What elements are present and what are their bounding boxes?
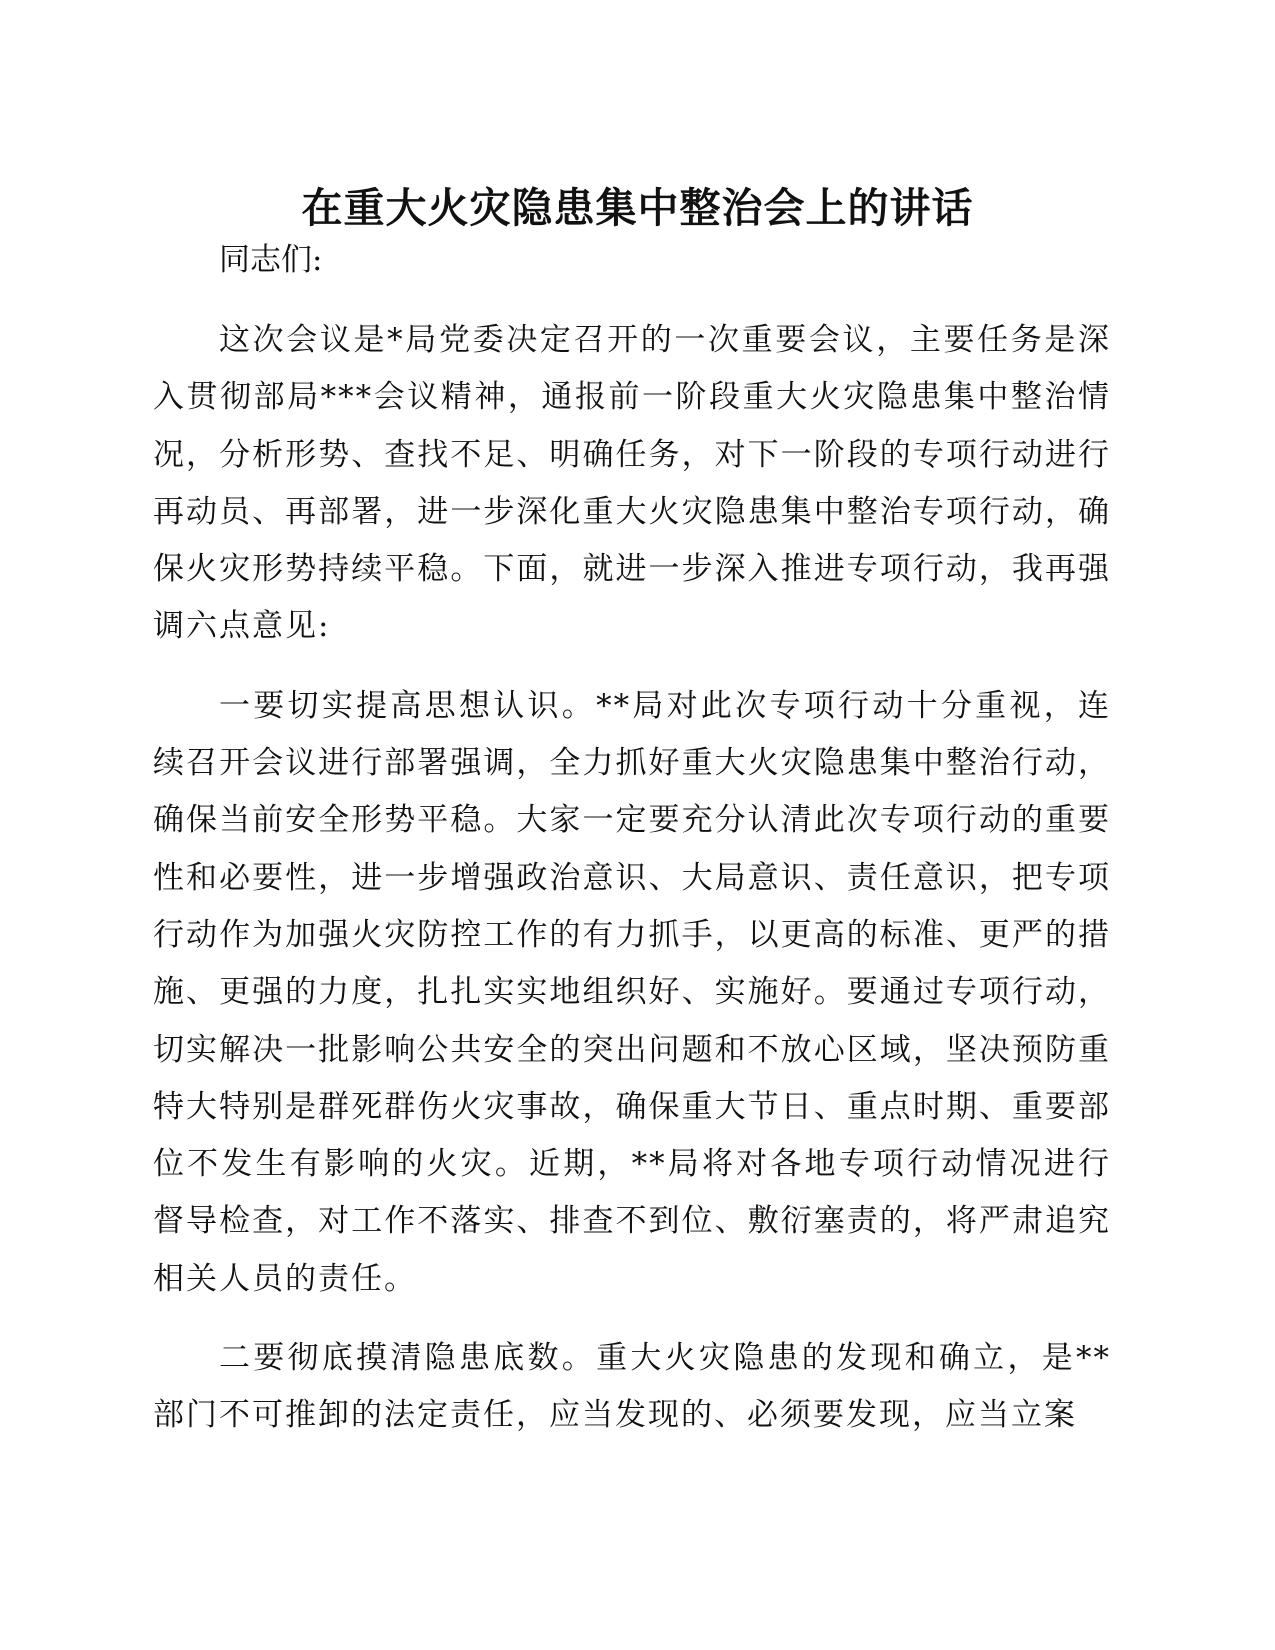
salutation: 同志们:: [219, 242, 323, 278]
page-title: 在重大火灾隐患集中整治会上的讲话: [301, 184, 974, 232]
document-body: [153, 232, 1111, 1445]
paragraph-point-one: 一要切实提高思想认识。**局对此次专项行动十分重视，连续召开会议进行部署强调，全力抓好重大火灾隐患集中整治行动，确保当前安全形势平稳。大家一定要充分认清此次专项行动的重要性和必要性，进一步增强政治意识、大局意识、责任意识，把专项行动作为加强火灾防控工作的有力抓手，以更高的标准、更严的措施、更强的力度，扎扎实实地组织好、实施好。要通过专项行动，切实解决一批影响公共安全的突出问题和不放心区域，坚决预防重特大特别是群死群伤火灾事故，确保重大节日、重点时期、重要部位不发生有影响的火灾。近期，**局将对各地专项行动情况进行督导检查，对工作不落实、排查不到位、敷衍塞责的，将严肃追究相关人员的责任。: [153, 687, 1111, 1297]
paragraph-point-two: 二要彻底摸清隐患底数。重大火灾隐患的发现和确立，是**部门不可推卸的法定责任，应当发现的、必须要发现，应当立案: [153, 1340, 1111, 1434]
paragraph-intro: 这次会议是*局党委决定召开的一次重要会议，主要任务是深入贯彻部局***会议精神，通报前一阶段重大火灾隐患集中整治情况，分析形势、查找不足、明确任务，对下一阶段的专项行动进行再动员、再部署，进一步深化重大火灾隐患集中整治专项行动，确保火灾形势持续平稳。下面，就进一步深入推进专项行动，我再强调六点意见:: [153, 322, 1111, 645]
